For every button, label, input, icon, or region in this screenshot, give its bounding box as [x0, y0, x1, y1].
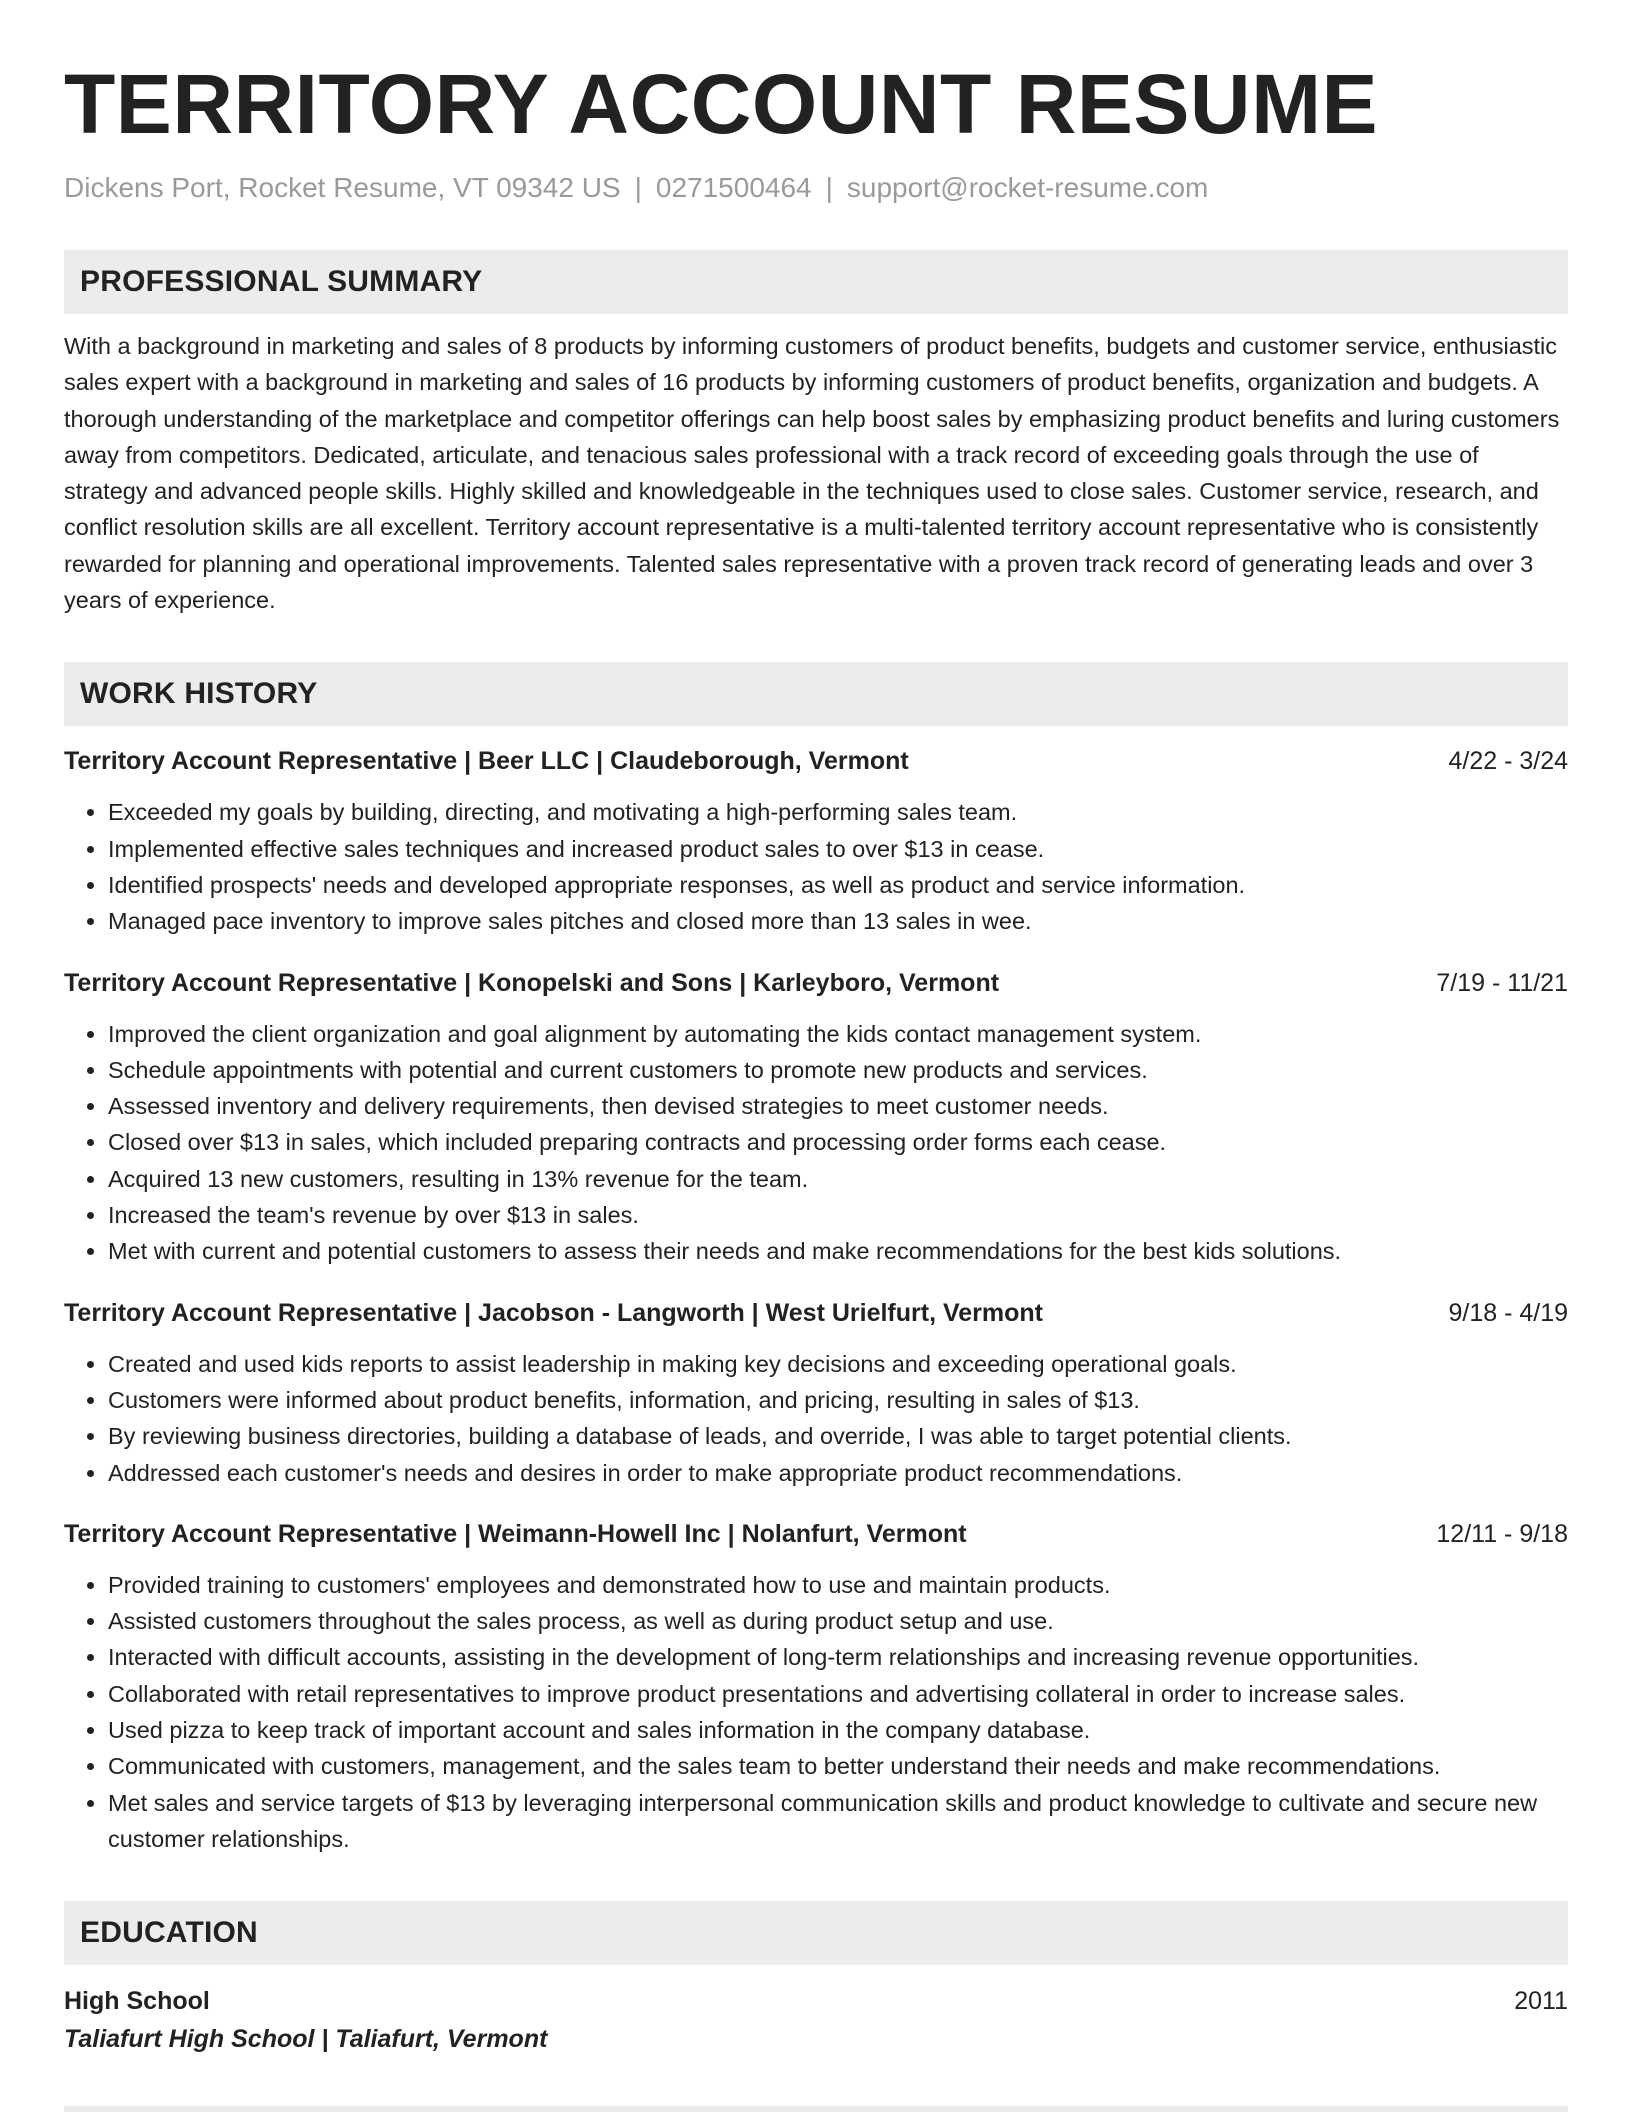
- summary-text: With a background in marketing and sales of 8 products by informing customers of product benefits, budgets and customer service, enthusiastic sales expert with a background in marketing and sales of 16 products by informing customers of product benefits, organization and budgets. A thorough understanding of the marketplace and competitor offerings can help boost sales by emphasizing product benefits and luring customers away from competitors. Dedicated, articulate, and tenacious sales professional with a track record of exceeding goals through the use of strategy and advanced people skills. Highly skilled and knowledgeable in the techniques used to close sales. Customer service, research, and conflict resolution skills are all excellent. Territory account representative is a multi-talented territory account representative who is consistently rewarded for planning and operational improvements. Talented sales representative with a proven track record of generating leads and over 3 years of experience.: [64, 333, 1560, 614]
- education-school: Taliafurt High School | Taliafurt, Vermont: [64, 2025, 548, 2054]
- contact-email: support@rocket-resume.com: [846, 172, 1209, 203]
- job-header: [64, 1517, 1568, 1551]
- job-bullets: [64, 1346, 1568, 1491]
- job-title: Territory Account Representative | Weimann-Howell Inc | Nolanfurt, Vermont: [64, 1519, 967, 1548]
- education-heading: EDUCATION: [80, 1916, 258, 1950]
- job-bullet: • By reviewing business directories, building a database of leads, and override, I was able to target potential clients.: [108, 1418, 1568, 1454]
- contact-address: Dickens Port, Rocket Resume, VT 09342 US: [64, 172, 621, 203]
- job-bullet: • Acquired 13 new customers, resulting in 13% revenue for the team.: [108, 1161, 1568, 1197]
- education-section-header: [64, 1901, 1568, 1965]
- education-entry: [64, 1983, 1568, 2059]
- job-title: Territory Account Representative | Konopelski and Sons | Karleyboro, Vermont: [64, 968, 1000, 997]
- job-bullet: • Interacted with difficult accounts, assisting in the development of long-term relationships and increasing revenue opportunities.: [108, 1639, 1568, 1675]
- job-bullet: • Exceeded my goals by building, directing, and motivating a high-performing sales team.: [108, 794, 1568, 830]
- job-header: [64, 966, 1568, 1000]
- job-title: Territory Account Representative | Jacobson - Langworth | West Urielfurt, Vermont: [64, 1298, 1043, 1327]
- job-bullet: • Collaborated with retail representatives to improve product presentations and advertising collateral in order to increase sales.: [108, 1676, 1568, 1712]
- job-dates: 9/18 - 4/19: [1448, 1298, 1568, 1327]
- job-dates: 7/19 - 11/21: [1436, 968, 1568, 997]
- contact-line: [64, 170, 1568, 206]
- job-entry: [64, 744, 1568, 939]
- job-bullet: • Used pizza to keep track of important account and sales information in the company database.: [108, 1712, 1568, 1748]
- job-dates: 12/11 - 9/18: [1436, 1519, 1568, 1548]
- job-header: [64, 1296, 1568, 1330]
- job-bullet: • Schedule appointments with potential and current customers to promote new products and services.: [108, 1052, 1568, 1088]
- job-header: [64, 744, 1568, 778]
- education-degree: High School: [64, 1987, 210, 2016]
- job-bullet: • Closed over $13 in sales, which included preparing contracts and processing order forms each cease.: [108, 1124, 1568, 1160]
- job-bullet: • Met with current and potential customers to assess their needs and make recommendations for the best kids solutions.: [108, 1233, 1568, 1269]
- job-bullet: • Customers were informed about product benefits, information, and pricing, resulting in sales of $13.: [108, 1382, 1568, 1418]
- job-bullet: • Met sales and service targets of $13 by leveraging interpersonal communication skills and product knowledge to cultivate and secure new customer relationships.: [108, 1785, 1568, 1858]
- education-year: 2011: [1514, 1987, 1568, 2016]
- next-section-header: [64, 2106, 1568, 2112]
- contact-separator: |: [825, 172, 833, 203]
- job-bullet: • Increased the team's revenue by over $13 in sales.: [108, 1197, 1568, 1233]
- job-entry: [64, 966, 1568, 1270]
- work-heading: WORK HISTORY: [80, 677, 318, 711]
- job-title: Territory Account Representative | Beer LLC | Claudeborough, Vermont: [64, 747, 909, 776]
- job-entry: [64, 1517, 1568, 1857]
- job-bullet: • Assisted customers throughout the sales process, as well as during product setup and use.: [108, 1603, 1568, 1639]
- summary-section-header: [64, 250, 1568, 314]
- contact-phone: 0271500464: [655, 172, 812, 203]
- job-bullet: • Implemented effective sales techniques and increased product sales to over $13 in cease.: [108, 831, 1568, 867]
- job-bullet: • Created and used kids reports to assist leadership in making key decisions and exceeding operational goals.: [108, 1346, 1568, 1382]
- work-section-header: [64, 662, 1568, 726]
- job-entry: [64, 1296, 1568, 1491]
- job-dates: 4/22 - 3/24: [1448, 747, 1568, 776]
- resume-title: TERRITORY ACCOUNT RESUME: [64, 57, 1379, 151]
- job-bullet: • Provided training to customers' employees and demonstrated how to use and maintain products.: [108, 1567, 1568, 1603]
- job-bullets: [64, 1016, 1568, 1270]
- job-bullet: • Managed pace inventory to improve sales pitches and closed more than 13 sales in wee.: [108, 903, 1568, 939]
- job-bullet: • Assessed inventory and delivery requirements, then devised strategies to meet customer needs.: [108, 1088, 1568, 1124]
- job-bullet: • Identified prospects' needs and developed appropriate responses, as well as product and service information.: [108, 867, 1568, 903]
- job-bullet: • Addressed each customer's needs and desires in order to make appropriate product recommendations.: [108, 1455, 1568, 1491]
- job-bullets: [64, 794, 1568, 939]
- job-bullet: • Improved the client organization and goal alignment by automating the kids contact management system.: [108, 1016, 1568, 1052]
- contact-separator: |: [634, 172, 642, 203]
- job-bullet: • Communicated with customers, management, and the sales team to better understand their needs and make recommendations.: [108, 1748, 1568, 1784]
- summary-heading: PROFESSIONAL SUMMARY: [80, 265, 483, 298]
- education-header: [64, 1983, 1568, 2019]
- job-bullets: [64, 1567, 1568, 1857]
